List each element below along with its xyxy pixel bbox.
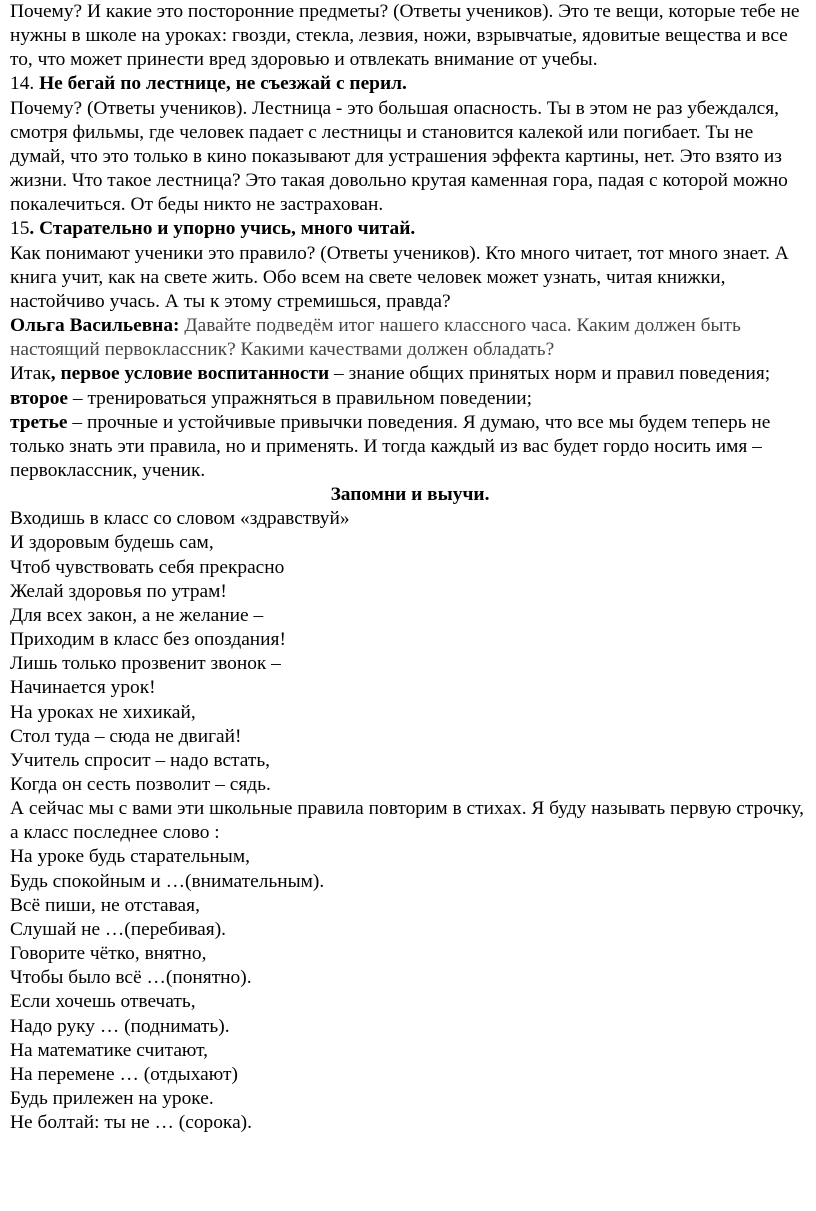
- rule-14-number: 14.: [10, 73, 40, 95]
- summary-second: [10, 387, 810, 411]
- poem-line: Приходим в класс без опоздания!: [10, 629, 286, 651]
- rule-14-heading: [10, 72, 810, 96]
- poem-line: Чтоб чувствовать себя прекрасно: [10, 556, 285, 578]
- poem-line: Желай здоровья по утрам!: [10, 580, 227, 602]
- poem-line: Учитель спросит – надо встать,: [10, 749, 271, 771]
- poem-line: На перемене … (отдыхают): [10, 1063, 238, 1085]
- summary-first-bold: , первое условие воспитанности: [50, 363, 330, 385]
- poem-intro: А сейчас мы с вами эти школьные правила повторим в стихах. Я буду называть первую строчку, а класс последнее слово :: [10, 798, 804, 844]
- summary-third-text: – прочные и устойчивые привычки поведения. Я думаю, что все мы будем теперь не только знать эти правила, но и применять. И тогда каждый из вас будет гордо носить имя – первоклассник, ученик.: [10, 411, 771, 481]
- poem-line: На математике считают,: [10, 1039, 209, 1061]
- teacher-name: Ольга Васильевна:: [10, 315, 180, 337]
- summary-first: [10, 362, 810, 386]
- poem-line: Будь спокойным и …(внимательным).: [10, 870, 325, 892]
- rule-15-number: 15: [10, 218, 30, 240]
- section-heading: Запомни и выучи.: [330, 484, 490, 506]
- document-page: [10, 0, 810, 1135]
- poem-line: И здоровым будешь сам,: [10, 532, 214, 554]
- poem-line: Если хочешь отвечать,: [10, 991, 196, 1013]
- summary-third: [10, 411, 810, 483]
- poem-line: Когда он сесть позволит – сядь.: [10, 774, 271, 795]
- poem-rules: [10, 507, 810, 797]
- summary-second-bold: второе: [10, 387, 69, 409]
- poem-line: Всё пиши, не отставая,: [10, 894, 200, 916]
- poem-line: Говорите чётко, внятно,: [10, 943, 207, 965]
- rule-15-title: . Старательно и упорно учись, много читай.: [29, 218, 416, 240]
- poem-line: На уроке будь старательным,: [10, 846, 250, 868]
- paragraph-forbidden-items: Почему? И какие это посторонние предметы? (Ответы учеников). Это те вещи, которые тебе не нужны в школе на уроках: гвозди, стекла, лезвия, ножи, взрывчатые, ядовитые вещества и все то, что может принести вред здоровью и отвлекать внимание от учебы.: [10, 1, 800, 71]
- summary-first-text: – знание общих принятых норм и правил поведения;: [329, 363, 771, 385]
- rule-15-text: Как понимают ученики это правило? (Ответы учеников). Кто много читает, тот много знает. А книга учит, как на свете жить. Обо всем на свете человек может узнать, читая книжки, настойчиво учась. А ты к этому стремишься, правда?: [10, 242, 789, 312]
- poem-line: Начинается урок!: [10, 677, 156, 699]
- teacher-speech-text: Давайте подведём итог нашего классного часа. Каким должен быть настоящий первоклассник? Какими качествами должен обладать?: [10, 315, 741, 361]
- summary-third-bold: третье: [10, 411, 68, 433]
- rule-14-text: Почему? (Ответы учеников). Лестница - это большая опасность. Ты в этом не раз убеждался, смотря фильмы, где человек падает с лестницы и становится калекой или погибает. Ты не думай, что это только в кино показывают для устрашения эффекта картины, нет. Это взято из жизни. Что такое лестница? Это такая довольно крутая каменная гора, падая с которой можно покалечиться. От беды никто не застрахован.: [10, 97, 788, 216]
- poem-line: Для всех закон, а не желание –: [10, 604, 264, 626]
- poem-line: Лишь только прозвенит звонок –: [10, 653, 281, 675]
- poem-line: Входишь в класс со словом «здравствуй»: [10, 508, 350, 530]
- poem-line: Не болтай: ты не … (сорока).: [10, 1112, 252, 1134]
- teacher-speech: [10, 314, 810, 362]
- poem-line: Слушай не …(перебивая).: [10, 918, 227, 940]
- summary-first-lead: Итак: [10, 363, 51, 385]
- poem-line: На уроках не хихикай,: [10, 701, 196, 723]
- poem-line: Будь прилежен на уроке.: [10, 1088, 214, 1110]
- poem-line: Чтобы было всё …(понятно).: [10, 967, 252, 989]
- rule-14-title: Не бегай по лестнице, не съезжай с перил.: [39, 73, 407, 95]
- rule-15-heading: [10, 217, 810, 241]
- poem-line: Надо руку … (поднимать).: [10, 1015, 230, 1037]
- poem-line: Стол туда – сюда не двигай!: [10, 725, 242, 747]
- poem-fill-in: [10, 845, 810, 1135]
- summary-second-text: – тренироваться упражняться в правильном поведении;: [68, 387, 533, 409]
